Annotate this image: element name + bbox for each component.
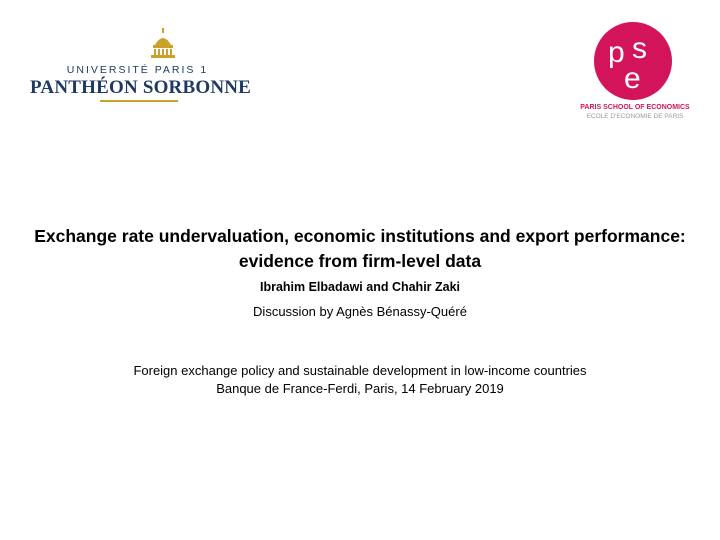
pantheon-dome-icon	[148, 28, 178, 58]
pse-logo-line1: PARIS SCHOOL OF ECONOMICS	[580, 104, 690, 111]
pse-logo	[560, 16, 710, 126]
conference-info	[0, 362, 720, 398]
paris1-logo-line1: UNIVERSITÉ PARIS 1	[66, 64, 209, 76]
svg-text:s: s	[632, 32, 647, 65]
svg-text:e: e	[624, 62, 641, 95]
authors: Ibrahim Elbadawi and Chahir Zaki	[259, 280, 461, 294]
paris1-logo-rule	[100, 100, 178, 102]
slide-title-line1: Exchange rate undervaluation, economic institutions and export performance:	[34, 226, 686, 246]
conference-venue-date: Banque de France-Ferdi, Paris, 14 February 2019	[216, 381, 504, 396]
pse-monogram-icon	[594, 22, 672, 100]
conference-name: Foreign exchange policy and sustainable development in low-income countries	[133, 363, 587, 378]
svg-text:p: p	[608, 36, 625, 69]
paris1-logo-line2: PANTHÉON SORBONNE	[30, 77, 252, 98]
pse-logo-mark	[594, 22, 672, 100]
pse-logo-line2: ECOLE D'ECONOMIE DE PARIS	[586, 113, 684, 120]
paris1-logo	[30, 28, 252, 100]
slide-title	[20, 224, 700, 274]
discussant: Discussion by Agnès Bénassy-Quéré	[253, 304, 467, 319]
slide-title-line2: evidence from firm-level data	[238, 251, 482, 271]
